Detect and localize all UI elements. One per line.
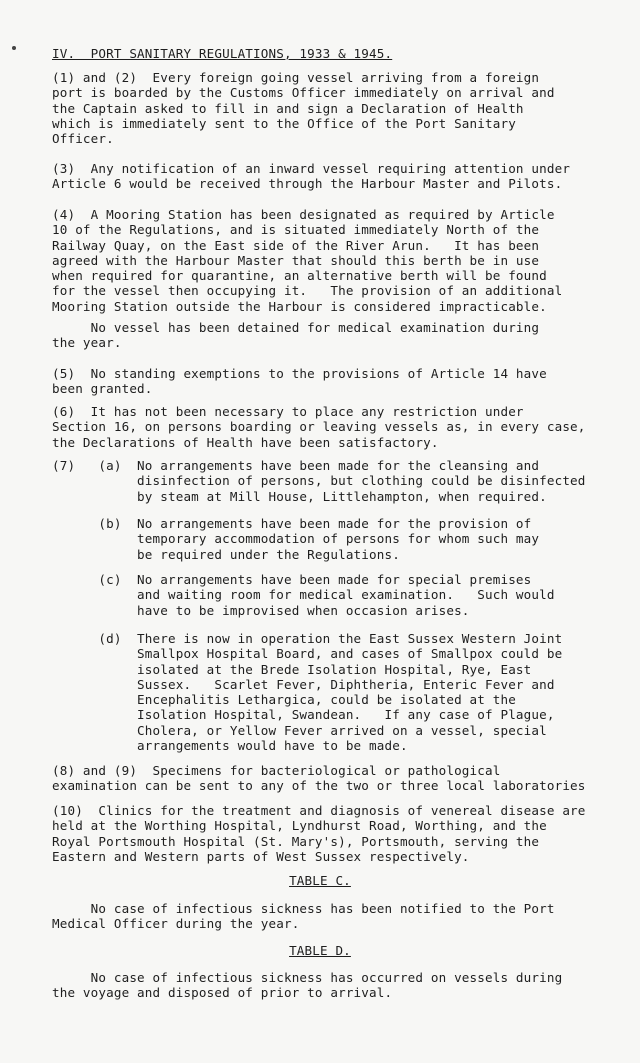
paragraph-4-note: No vessel has been detained for medical examination during the year. (52, 320, 540, 351)
paragraph-3: (3) Any notification of an inward vessel requiring attention under Article 6 would be received through the Harbour Master and Pilots. (52, 161, 571, 192)
paragraph-7c: (c) No arrangements have been made for special premises and waiting room for medical examination. Such would have to be improvised when occasion arises. (98, 572, 555, 618)
table-c-text: No case of infectious sickness has been notified to the Port Medical Officer during the year. (52, 901, 555, 932)
table-d-text: No case of infectious sickness has occurred on vessels during the voyage and disposed of prior to arrival. (52, 970, 563, 1001)
table-d-title: TABLE D. (289, 943, 351, 958)
paragraph-6: (6) It has not been necessary to place any restriction under Section 16, on persons boarding or leaving vessels as, in every case, the Declarations of Health have been satisfactory. (52, 404, 586, 450)
paragraph-7a: (7) (a) No arrangements have been made for the cleansing and disinfection of persons, but clothing could be disinfected by steam at Mill House, Littlehampton, when required. (52, 458, 586, 504)
table-c-title: TABLE C. (289, 873, 351, 888)
paragraph-1-2: (1) and (2) Every foreign going vessel arriving from a foreign port is boarded by the Customs Officer immediately on arrival and the Captain asked to fill in and sign a Declaration of Health which is immediately sent to the Office of the Port Sanitary Officer. (52, 70, 555, 147)
section-heading: IV. PORT SANITARY REGULATIONS, 1933 & 1945. (52, 46, 393, 61)
paragraph-5: (5) No standing exemptions to the provisions of Article 14 have been granted. (52, 366, 547, 397)
paragraph-7b: (b) No arrangements have been made for the provision of temporary accommodation of persons for whom such may be required under the Regulations. (98, 516, 540, 562)
paragraph-4: (4) A Mooring Station has been designated as required by Article 10 of the Regulations, and is situated immediately North of the Railway Quay, on the East side of the River Arun. It has been agreed with the Harbour Master that should this berth be in use when required for quarantine, an alternative berth will be found for the vessel then occupying it. The provision of an additional Mooring Station outside the Harbour is considered impracticable. (52, 207, 563, 314)
paragraph-10: (10) Clinics for the treatment and diagnosis of venereal disease are held at the Worthing Hospital, Lyndhurst Road, Worthing, and the Royal Portsmouth Hospital (St. Mary's), Portsmouth, serving the Eastern and Western parts of West Sussex respectively. (52, 803, 586, 864)
paragraph-7d: (d) There is now in operation the East Sussex Western Joint Smallpox Hospital Board, and cases of Smallpox could be isolated at the Brede Isolation Hospital, Rye, East Sussex. Scarlet Fever, Diphtheria, Enteric Fever and Encephalitis Lethargica, could be isolated at the Isolation Hospital, Swandean. If any case of Plague, Cholera, or Yellow Fever arrived on a vessel, special arrangements would have to be made. (98, 631, 563, 754)
margin-mark (12, 46, 16, 50)
paragraph-8-9: (8) and (9) Specimens for bacteriological or pathological examination can be sent to any of the two or three local laboratories (52, 763, 586, 794)
